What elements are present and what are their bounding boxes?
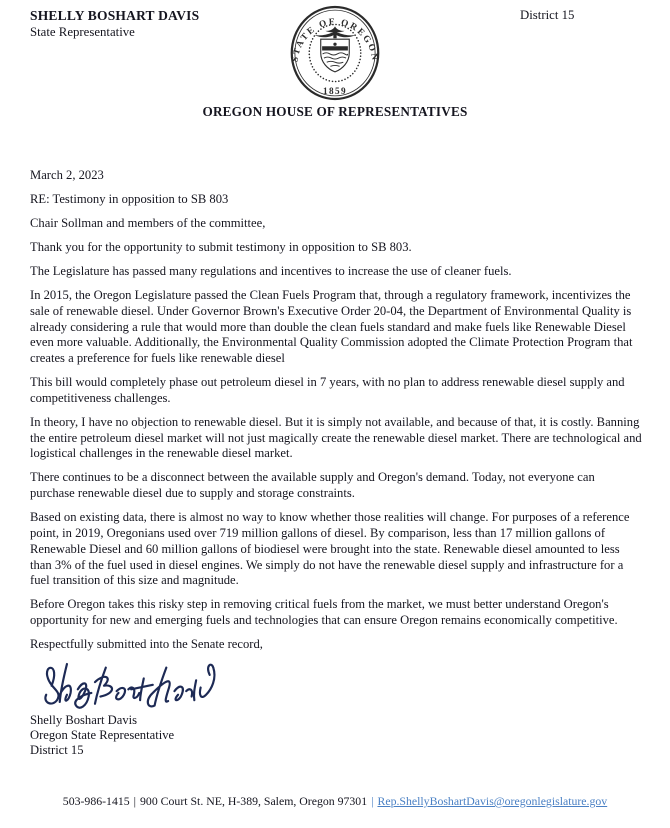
- paragraph-2: The Legislature has passed many regulations and incentives to increase the use of cleaner fuels.: [30, 263, 512, 278]
- closing-line: Respectfully submitted into the Senate record,: [30, 637, 263, 652]
- signature-block: [30, 713, 642, 757]
- subject-line: RE: Testimony in opposition to SB 803: [30, 191, 229, 206]
- seal-ring-text: STATE OF OREGON: [289, 16, 381, 63]
- salutation: Chair Sollman and members of the committee,: [30, 215, 266, 230]
- district-label: District 15: [520, 8, 575, 22]
- representative-name: SHELLY BOSHART DAVIS: [30, 8, 200, 23]
- paragraph-6: There continues to be a disconnect between the available supply and Oregon's demand. Today, not everyone can purchase renewable diesel due to supply and storage constraints.: [30, 470, 595, 501]
- organization-title: OREGON HOUSE OF REPRESENTATIVES: [202, 104, 468, 119]
- letterhead: [0, 0, 670, 130]
- signer-district: District 15: [30, 742, 84, 757]
- oregon-state-seal-icon: [289, 4, 381, 102]
- representative-title: State Representative: [30, 25, 135, 39]
- paragraph-7: Based on existing data, there is almost no way to know whether those realities will change. For purposes of a reference point, in 2019, Oregonians used over 719 million gallons of diesel. By comparison, less than 17 million gallons of Renewable Diesel and 60 million gallons of biodiesel were brought into the state. Renewable diesel amounted to less than 3% of the fuel used in diesel engines. We simply do not have the renewable diesel supply and infrastructure for a fuel transition of this size and magnitude.: [30, 510, 630, 588]
- footer-phone: 503-986-1415: [62, 794, 130, 808]
- seal-year: 1859: [323, 85, 347, 96]
- footer-address: 900 Court St. NE, H-389, Salem, Oregon 97301: [140, 794, 368, 808]
- paragraph-8: Before Oregon takes this risky step in removing critical fuels from the market, we must better understand Oregon's opportunity for new and emerging fuels and technologies that can ensure Oregon remains economically competitive.: [30, 597, 618, 628]
- footer-separator-1: |: [133, 794, 137, 808]
- paragraph-3: In 2015, the Oregon Legislature passed the Clean Fuels Program that, through a regulatory framework, incentivizes the sale of renewable diesel. Under Governor Brown's Executive Order 20-04, the Department of Environmental Quality is already considering a rule that would more than double the clean fuels standard and make fuels like Renewable Diesel even more valuable. Additionally, the Environmental Quality Commission adopted the Climate Protection Program that creates a preference for fuels like renewable diesel: [30, 287, 633, 366]
- signer-name: Shelly Boshart Davis: [30, 712, 138, 727]
- paragraph-1: Thank you for the opportunity to submit testimony in opposition to SB 803.: [30, 239, 412, 254]
- footer-separator-2: |: [371, 794, 374, 808]
- signer-title: Oregon State Representative: [30, 727, 175, 742]
- letterhead-left: [30, 8, 199, 40]
- paragraph-4: This bill would completely phase out petroleum diesel in 7 years, with no plan to address renewable diesel supply and competitiveness challenges.: [30, 375, 625, 405]
- date-line: March 2, 2023: [30, 168, 104, 182]
- contact-footer: [0, 794, 670, 809]
- footer-email-link[interactable]: Rep.ShellyBoshartDavis@oregonlegislature.gov: [377, 794, 608, 808]
- letter-body: [30, 168, 642, 757]
- paragraph-5: In theory, I have no objection to renewable diesel. But it is simply not available, and because of that, it is costly. Banning the entire petroleum diesel market will not just magically create the renewable diesel market. There are technological and logistical challenges in the renewable diesel market.: [30, 414, 642, 461]
- handwritten-signature: [32, 655, 642, 711]
